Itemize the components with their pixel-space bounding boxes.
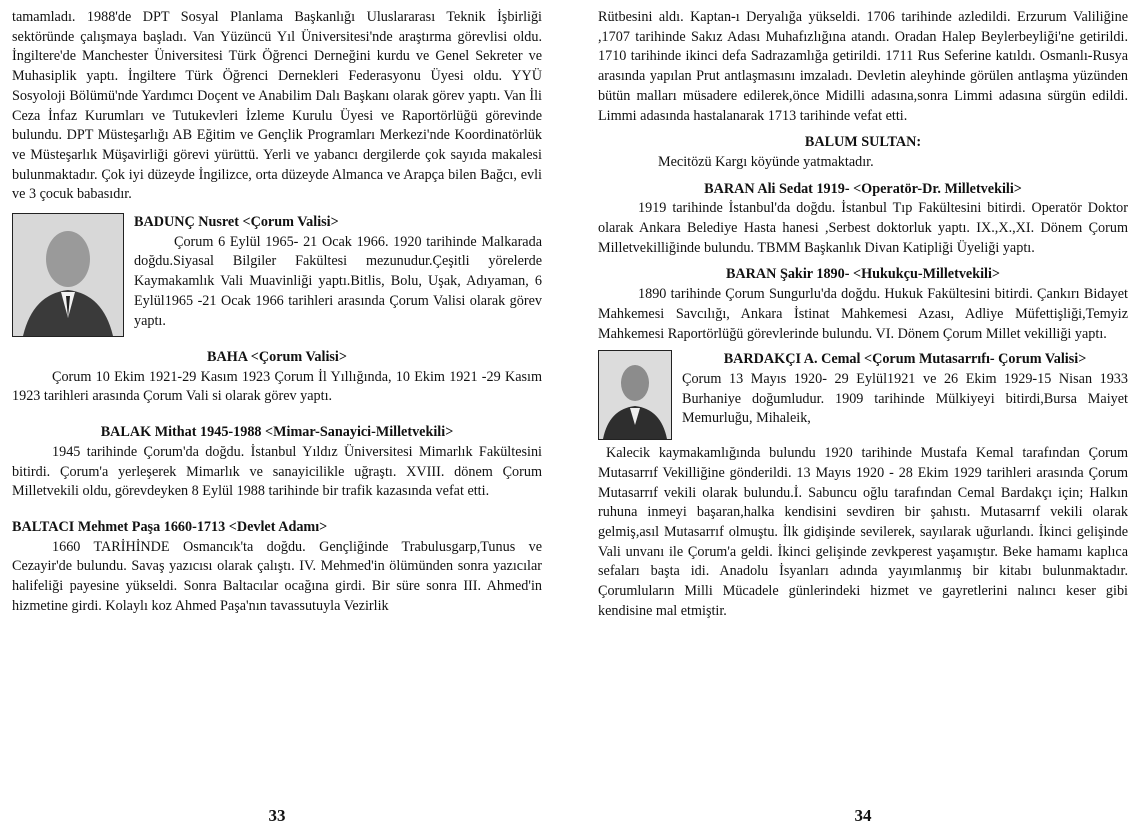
portrait-bardakci-photo: [598, 350, 672, 440]
portrait-badunc-photo: [12, 213, 124, 337]
page-number: 34: [854, 806, 872, 826]
entry-heading: BADUNÇ Nusret <Çorum Valisi>: [134, 214, 339, 231]
left-intro-text: tamamladı. 1988'de DPT Sosyal Planlama Başkanlığı Uluslararası Teknik İşbirliği sektöründe çalışmaya başladı. Van Yüzüncü Yıl Üniversitesi'nde araştırma görevlisi oldu. İngiltere'de Manchester Üniversitesi Türk Öğrenci Derneğini kurdu ve Genel Sekreter ve Muhasiplik yaptı. İngiltere Türk Öğrenci Dernekleri Federasyonu Üyesi oldu. YYÜ Sosyoloji Bölümü'nde Yardımcı Doçent ve Anabilim Dalı Başkanı olarak görev yaptı. Van İli Ceza İnfaz Kurumları ve Tutukevleri İzleme Kurulu Üyesi ve Raportörlüğü görevinde bulundu. DPT Müsteşarlığı AB Eğitim ve Gençlik Programları Merkezi'nde Koordinatörlük ve Müsteşarlık Müşavirliği görevi yürüttü. Yerli ve yabancı dergilerde çok sayıda makalesi bulunmaktadır. Çok iyi düzeyde İngilizce, orta düzeyde Almanca ve Arapça bilen Bağcı, evli ve 3 çocuk babasıdır.: [12, 9, 542, 203]
right-intro-text: Rütbesini aldı. Kaptan-ı Deryalığa yükseldi. 1706 tarihinde azledildi. Erzurum Valiliğine ,1707 tarihinde Sakız Adası Muhafızlığına atandı. Oradan Halep Beylerbeyliği'ne getirildi. 1710 tarihinde ikinci defa Sadrazamlığa getirildi. 1711 Rus Seferine katıldı. Osmanlı-Rusya arasında yapılan Prut antlaşmasını imzaladı. Devletin aleyhinde görülen antlaşma yüzünden bütün malları müsadere edilerek,önce Midilli adasına,sonra Limmi adasına sürgün edildi. Limmi adasında hastalanarak 1713 tarihinde vefat etti.: [598, 9, 1128, 124]
entry-body: 1945 tarihinde Çorum'da doğdu. İstanbul Yıldız Üniversitesi Mimarlık Fakültesini bitirdi. Çorum'a yerleşerek Mimarlık ve sanayicilikle uğraştı. XVIII. dönem Çorum Milletvekili oldu, görevdeyken 8 Eylül 1988 tarihinde bir trafik kazasında vefat etti.: [12, 443, 542, 500]
entry-heading: BARAN Şakir 1890- <Hukukçu-Milletvekili>: [725, 266, 1001, 283]
entry-heading: BALUM SULTAN:: [804, 134, 922, 151]
entry-heading: BAHA <Çorum Valisi>: [207, 349, 347, 366]
entry-body-continued: Kalecik kaymakamlığında bulundu 1920 tarihinde Mustafa Kemal tarafından Çorum Mutasarrıf Vekilliğine gönderildi. 13 Mayıs 1920 - 28 Ekim 1929 tarihleri arasında Çorum Mutasarrıf vekili olarak bulundu.İ. Sabuncu oğlu tarafından Cemal Bardakçı için; Halkın ruhuna inmeyi başaran,halka kendisini sevdiren bir şahıstı. Mutasarrıf vekili olarak gelmiş,asıl Mutasarrıf olmuştu. İlk gidişinde sevilerek, sayılarak uğurlandı. İkinci gelişinde Vali unvanı ile Çorum'a geldi. İkinci gelişinde zevkperest yaşamıştır. Beke hamamı kaplıca sefaları başta idi. Anadolu İsyanları adında yayımlanmış bir kitabı bulunmaktadır. Çorumluların Milli Mücadele günlerindeki hizmet ve gayretlerini nalıncı keser gibi kendisine mal etmiştir.: [598, 445, 1128, 619]
entry-body: 1919 tarihinde İstanbul'da doğdu. İstanbul Tıp Fakültesini bitirdi. Operatör Doktor olarak Ankara Belediye Hasta hanesi ,Serbest doktorluk yaptı. IX.,X.,XI. Dönem Çorum Milletvekilliğinde bulundu. TBMM Başkanlık Divan Katipliği Üyeliği yaptı.: [598, 200, 1128, 256]
entry-heading: BALAK Mithat 1945-1988 <Mimar-Sanayici-Milletvekili>: [100, 424, 454, 441]
entry-body: 1890 tarihinde Çorum Sungurlu'da doğdu. Hukuk Fakültesini bitirdi. Çankırı Bidayet Mahkemesi Savcılığı, Ankara İstinat Mahkemesi Azası, Adliye Müfettişliği,Temyiz Mahkemesi Raportörlüğü görevlerinde bulundu. VI. Dönem Çorum Millet vekilliği yaptı.: [598, 286, 1128, 342]
entry-heading: BARDAKÇI A. Cemal <Çorum Mutasarrıfı- Çorum Valisi>: [723, 351, 1087, 368]
entry-bardakci: [598, 350, 1128, 444]
entry-body: 1660 TARİHİNDE Osmancık'ta doğdu. Gençliğinde Trabulusgarp,Tunus ve Cezayir'de bulundu. Savaş yazıcısı olarak çalıştı. IV. Mehmed'in ölümünden sonra yazıcılar halifeliği payesine yükseldi. Sonra Baltacılar ocağına girdi. Bir süre sonra III. Ahmed'in hizmetine girdi. Kolaylı koz Ahmed Paşa'nın tavassutuyla Vezirlik: [12, 538, 542, 614]
left-page: [12, 8, 542, 826]
entry-body: Çorum 6 Eylül 1965- 21 Ocak 1966. 1920 tarihinde Malkarada doğdu.Siyasal Bilgiler Fakültesi mezunudur.Çeşitli yörelerde Kaymakamlık Vali Muavinliği yaptı.Bitlis, Bolu, Uşak, Adıyaman, 6 Eylül1965 -21 Ocak 1966 tarihleri arasında Çorum Valisi olarak görev yaptı.: [134, 233, 542, 329]
entry-body: Çorum 10 Ekim 1921-29 Kasım 1923 Çorum İl Yıllığında, 10 Ekim 1921 -29 Kasım 1923 tarihleri arasında Çorum Vali si olarak görev yaptı.: [12, 368, 542, 405]
entry-body: Mecitözü Kargı köyünde yatmaktadır.: [658, 153, 874, 170]
entry-heading: BALTACI Mehmet Paşa 1660-1713 <Devlet Adamı>: [12, 518, 328, 535]
entry-badunc: [12, 213, 542, 341]
right-page: [598, 8, 1128, 826]
page-number: 33: [268, 806, 286, 826]
entry-heading: BARAN Ali Sedat 1919- <Operatör-Dr. Milletvekili>: [704, 180, 1022, 197]
entry-body: Çorum 13 Mayıs 1920- 29 Eylül1921 ve 26 Ekim 1929-15 Nisan 1933 Burhaniye doğumludur. 1909 tarihinde Mülkiyeyi bitirdi,Bursa Maiyet Memurluğu, Mihaleik,: [682, 370, 1128, 427]
